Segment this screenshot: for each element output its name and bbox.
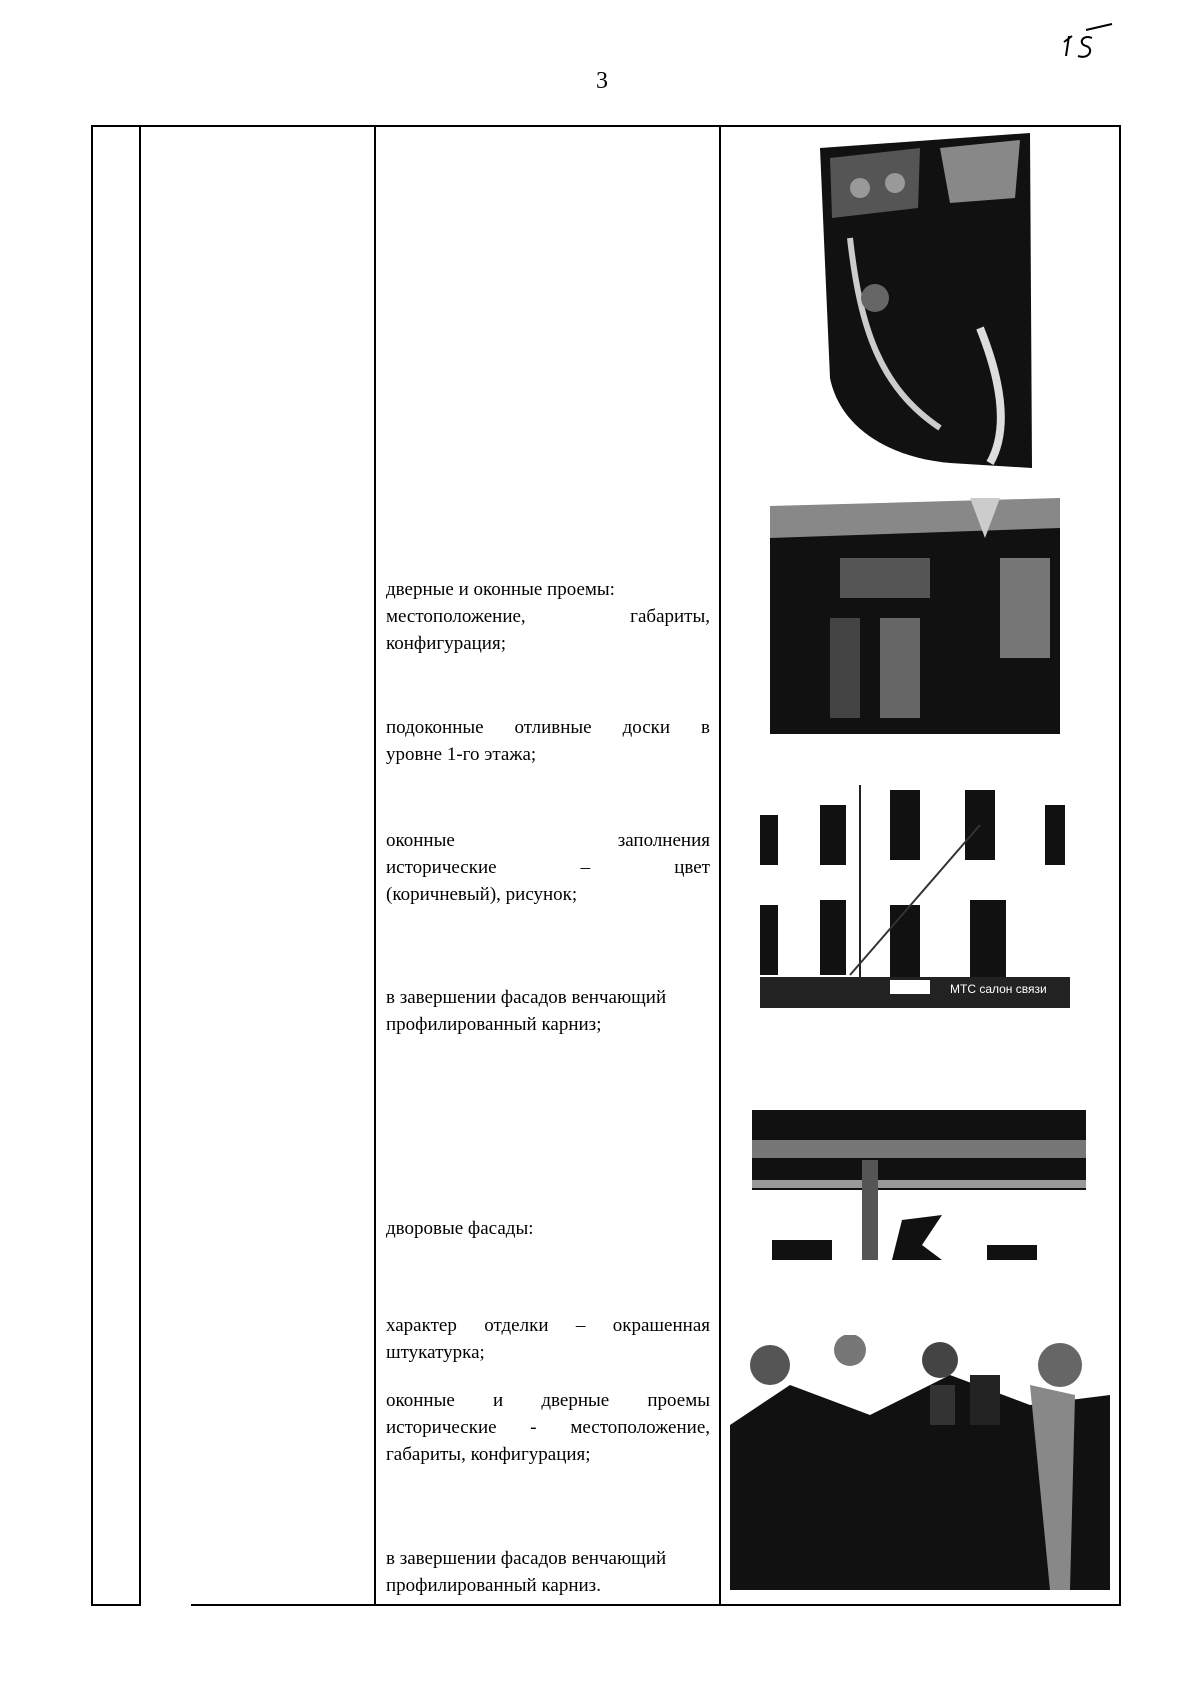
criterion-line: исторические - местоположение, [386,1417,710,1438]
criterion-sills [386,714,710,768]
photo-facade-windows [760,785,1070,1008]
criterion-line: оконные заполнения [386,830,710,851]
criterion-line: подоконные отливные доски в [386,717,710,738]
criterion-line: профилированный карниз; [386,1014,602,1035]
table-border-right [1119,125,1121,1606]
criterion-line: дворовые фасады: [386,1218,534,1239]
criterion-finish [386,1312,710,1366]
table-border-top [91,125,1121,127]
criterion-line: в завершении фасадов венчающий [386,987,667,1008]
criterion-openings [386,576,710,657]
table-border-bottom-right [191,1604,1121,1606]
handwritten-page-note [1056,22,1116,62]
criterion-line: уровне 1-го этажа; [386,744,537,765]
photo-entrance-canopy [770,498,1060,734]
column-divider-2 [374,125,376,1606]
criterion-openings-hist [386,1387,710,1468]
shop-sign-text: МТС салон связи [950,982,1047,996]
criterion-line: габариты, конфигурация; [386,1444,591,1465]
criterion-courtyard [386,1215,710,1242]
criterion-window-fill [386,827,710,908]
criterion-line: в завершении фасадов венчающий [386,1548,667,1569]
criterion-line: дверные и оконные проемы: [386,579,615,600]
criterion-line: профилированный карниз. [386,1575,601,1596]
criterion-line: местоположение, габариты, [386,606,710,627]
table-border-left [91,125,93,1606]
criterion-line: конфигурация; [386,633,506,654]
photo-balcony-canopy [800,128,1038,473]
page-number: 3 [596,68,608,94]
criterion-line: исторические – цвет [386,857,710,878]
column-divider-3 [719,125,721,1606]
criterion-line: штукатурка; [386,1342,485,1363]
criterion-cornice-2 [386,1545,710,1599]
table-border-bottom-left [91,1604,141,1606]
photo-courtyard-trees [730,1335,1110,1590]
column-divider-1 [139,125,141,1606]
photo-cornice-detail [752,1110,1086,1260]
criterion-line: характер отделки – окрашенная [386,1315,710,1336]
criterion-line: оконные и дверные проемы [386,1390,710,1411]
criterion-line: (коричневый), рисунок; [386,884,578,905]
criterion-cornice-1 [386,984,710,1038]
